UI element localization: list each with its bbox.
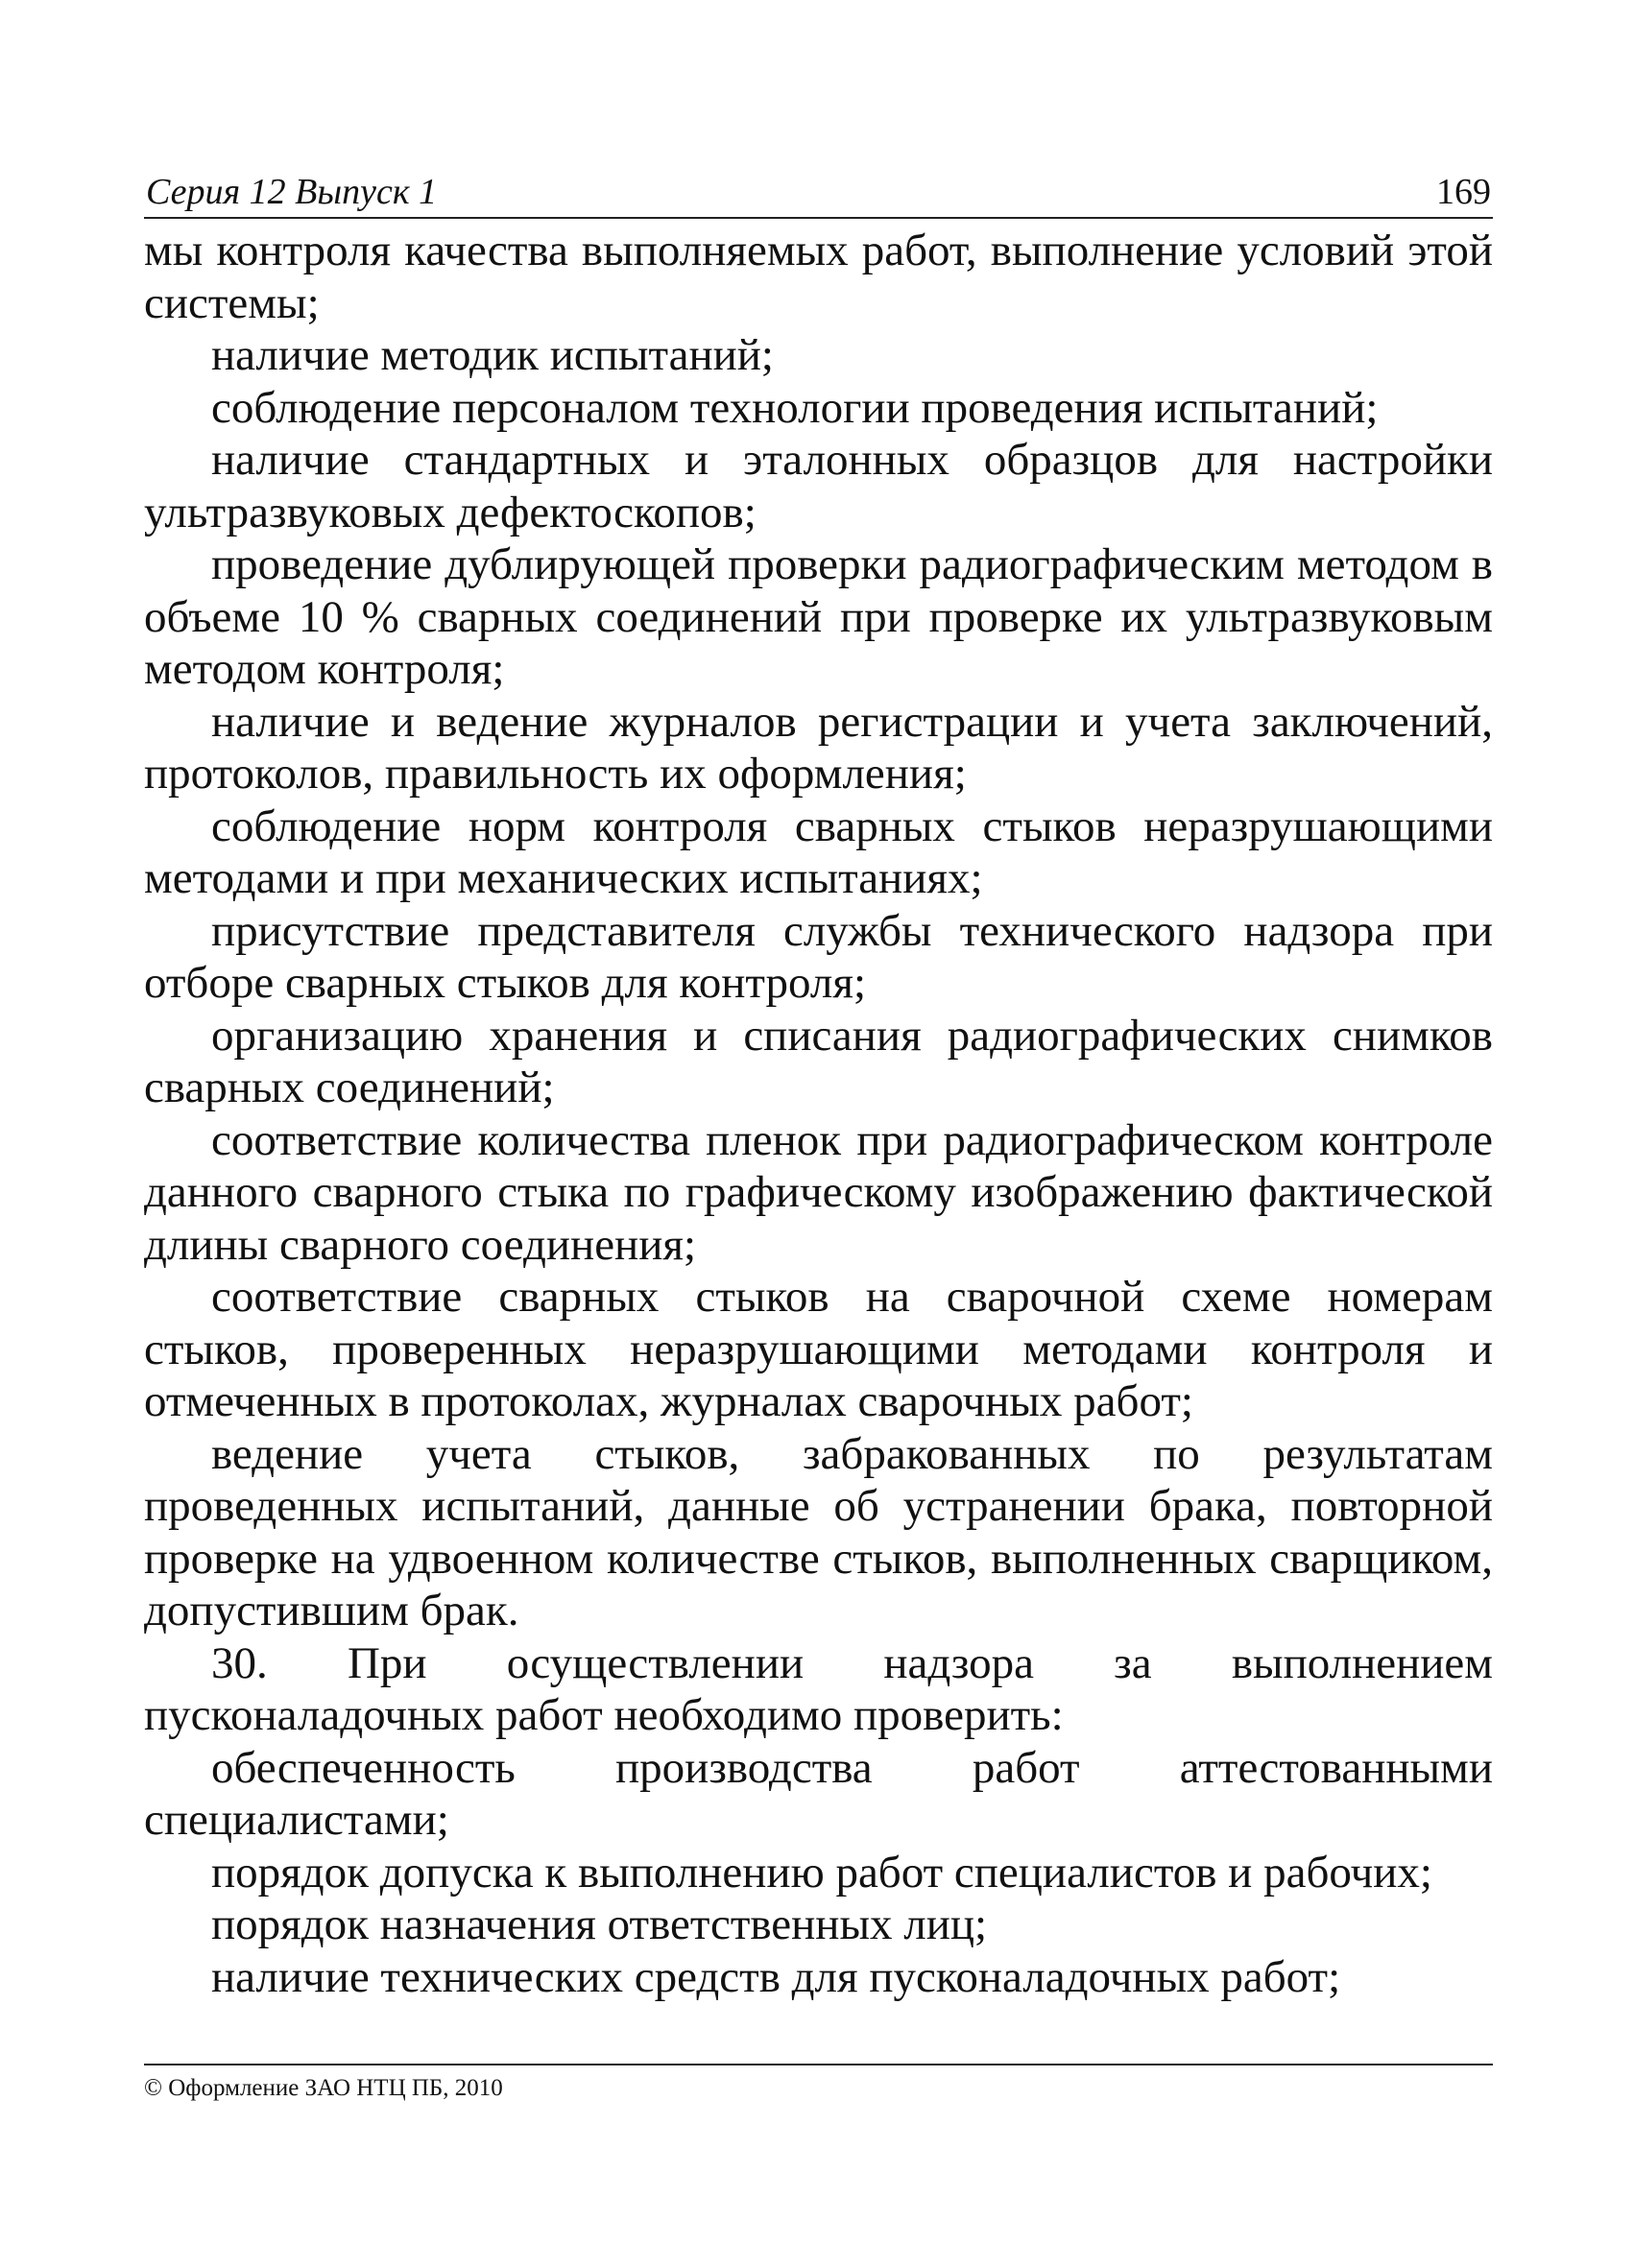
document-page <box>144 163 1493 2003</box>
series-title: Серия 12 Выпуск 1 <box>146 172 438 212</box>
page-number: 169 <box>1436 172 1491 212</box>
paragraph: обеспеченность производства работ аттестованными специалистами; <box>144 1742 1493 1845</box>
paragraph: ведение учета стыков, забракованных по результатам проведенных испытаний, данные об устранении брака, повторной проверке на удвоенном количестве стыков, выполненных сварщиком, допустившим брак. <box>144 1428 1493 1635</box>
paragraph: присутствие представителя службы технического надзора при отборе сварных стыков для контроля; <box>144 905 1493 1008</box>
page-footer <box>144 2064 1493 2102</box>
copyright-notice: © Оформление ЗАО НТЦ ПБ, 2010 <box>144 2075 503 2101</box>
paragraph: наличие стандартных и эталонных образцов для настройки ультразвуковых дефектоскопов; <box>144 435 1493 537</box>
running-header <box>144 163 1493 219</box>
paragraph: соблюдение норм контроля сварных стыков неразрушающими методами и при механических испытаниях; <box>144 800 1493 903</box>
paragraph: соответствие количества пленок при радиографическом контроле данного сварного стыка по графическому изображению фактической длины сварного соединения; <box>144 1114 1493 1270</box>
paragraph: наличие методик испытаний; <box>211 330 774 380</box>
paragraph: организацию хранения и списания радиографических снимков сварных соединений; <box>144 1010 1493 1112</box>
paragraph: проведение дублирующей проверки радиографическим методом в объеме 10 % сварных соединений при проверке их ультразвуковым методом контроля; <box>144 539 1493 694</box>
paragraph: наличие и ведение журналов регистрации и учета заключений, протоколов, правильность их оформления; <box>144 696 1493 799</box>
paragraph: порядок допуска к выполнению работ специалистов и рабочих; <box>211 1847 1432 1898</box>
body-text <box>144 225 1493 2003</box>
paragraph: порядок назначения ответственных лиц; <box>211 1899 988 1949</box>
paragraph-continued: мы контроля качества выполняемых работ, выполнение условий этой системы; <box>144 226 1493 328</box>
numbered-clause: 30. При осуществлении надзора за выполнением пусконаладочных работ необходимо проверить: <box>144 1637 1493 1740</box>
paragraph: наличие технических средств для пусконаладочных работ; <box>211 1951 1341 2002</box>
paragraph: соответствие сварных стыков на сварочной схеме номерам стыков, проверенных неразрушающими методами контроля и отмеченных в протоколах, журналах сварочных работ; <box>144 1272 1493 1426</box>
paragraph: соблюдение персоналом технологии проведения испытаний; <box>211 382 1379 433</box>
